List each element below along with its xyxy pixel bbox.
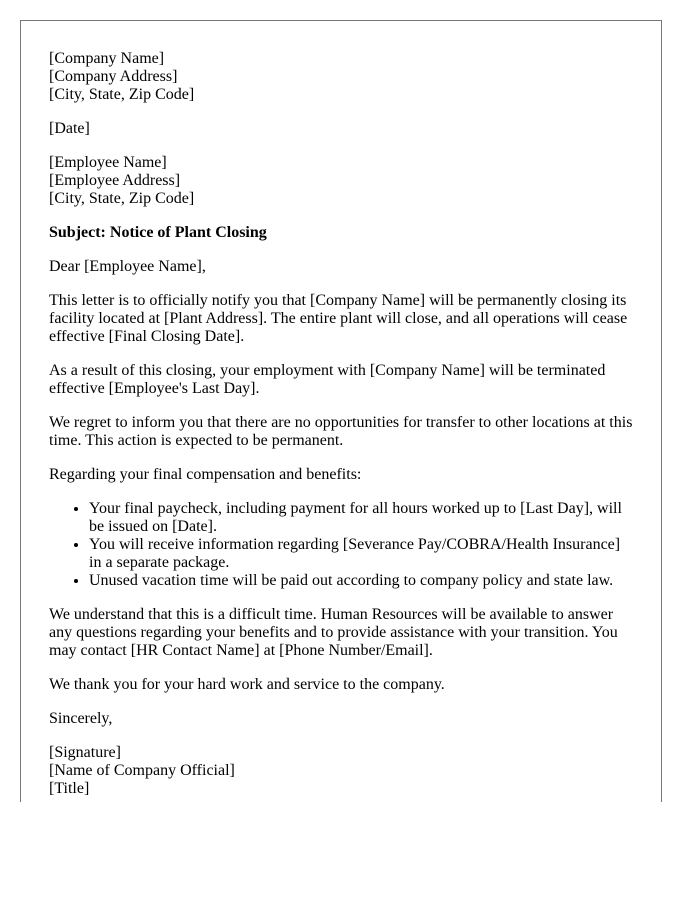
recipient-employee-address: [Employee Address] [49, 172, 181, 189]
paragraph-hr-support: We understand that this is a difficult time. Human Resources will be available to answer any questions regarding your benefits and to provide assistance with your transition. You may contact [HR Contact Name] at [Phone Number/Email]. [49, 606, 618, 659]
recipient-city-state-zip: [City, State, Zip Code] [49, 190, 195, 207]
official-title: [Title] [49, 780, 90, 797]
salutation: Dear [Employee Name], [49, 258, 206, 275]
recipient-address-block [49, 154, 633, 208]
signature-block [49, 744, 633, 798]
list-item: • Unused vacation time will be paid out according to company policy and state law. [89, 572, 633, 590]
paragraph-compensation-intro: Regarding your final compensation and benefits: [49, 466, 362, 483]
paragraph-employment-termination: As a result of this closing, your employment with [Company Name] will be terminated effective [Employee's Last Day]. [49, 362, 606, 397]
letter-date: [Date] [49, 120, 90, 137]
list-item: • You will receive information regarding [Severance Pay/COBRA/Health Insurance] in a separate package. [89, 536, 633, 572]
letter-subject: Subject: Notice of Plant Closing [49, 224, 267, 241]
sender-city-state-zip: [City, State, Zip Code] [49, 86, 195, 103]
paragraph-thanks: We thank you for your hard work and service to the company. [49, 676, 445, 693]
sender-company-address: [Company Address] [49, 68, 178, 85]
closing: Sincerely, [49, 710, 113, 727]
list-item: • Your final paycheck, including payment for all hours worked up to [Last Day], will be issued on [Date]. [89, 500, 633, 536]
recipient-employee-name: [Employee Name] [49, 154, 167, 171]
signature: [Signature] [49, 744, 121, 761]
sender-company-name: [Company Name] [49, 50, 165, 67]
official-name: [Name of Company Official] [49, 762, 235, 779]
benefits-list [49, 500, 633, 590]
paragraph-no-transfer: We regret to inform you that there are no opportunities for transfer to other locations at this time. This action is expected to be permanent. [49, 414, 633, 449]
paragraph-closing-notice: This letter is to officially notify you that [Company Name] will be permanently closing its facility located at [Plant Address]. The entire plant will close, and all operations will cease effective [Final Closing Date]. [49, 292, 628, 345]
sender-address-block [49, 50, 633, 104]
letter-page [20, 20, 662, 802]
